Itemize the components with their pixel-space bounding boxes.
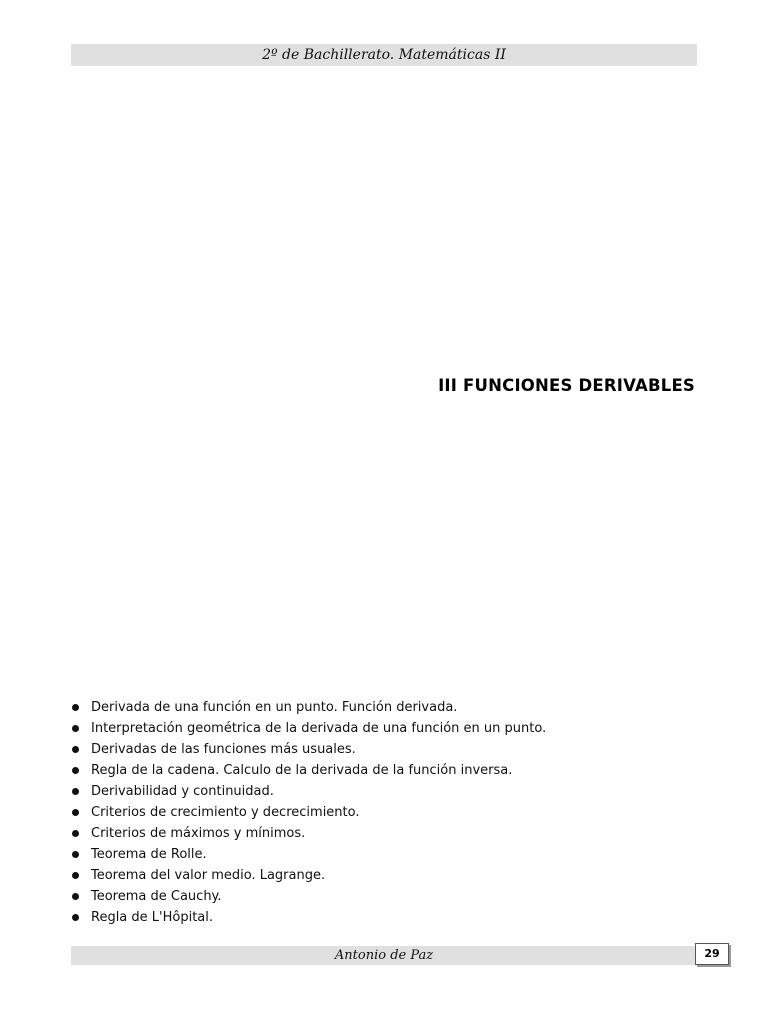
bullet-icon: [72, 872, 79, 879]
list-item: [71, 760, 546, 781]
list-item: [71, 823, 546, 844]
list-item: [71, 886, 546, 907]
topic-text: Derivada de una función en un punto. Función derivada.: [91, 700, 458, 715]
list-item: [71, 697, 546, 718]
topic-text: Teorema del valor medio. Lagrange.: [91, 868, 326, 883]
topic-list: [71, 697, 546, 928]
topic-text: Derivabilidad y continuidad.: [91, 784, 274, 799]
list-item: [71, 739, 546, 760]
bullet-icon: [72, 830, 79, 837]
list-item: [71, 865, 546, 886]
bullet-icon: [72, 725, 79, 732]
page-number-badge: 29: [695, 943, 729, 965]
page-footer: [71, 946, 697, 965]
list-item: [71, 802, 546, 823]
topic-text: Interpretación geométrica de la derivada de una función en un punto.: [91, 721, 547, 736]
topic-text: Teorema de Rolle.: [91, 847, 207, 862]
bullet-icon: [72, 746, 79, 753]
bullet-icon: [72, 914, 79, 921]
bullet-icon: [72, 851, 79, 858]
page-header: [71, 44, 697, 66]
topic-text: Criterios de crecimiento y decrecimiento.: [91, 805, 360, 820]
topic-text: Criterios de máximos y mínimos.: [91, 826, 306, 841]
bullet-icon: [72, 809, 79, 816]
topic-text: Regla de la cadena. Calculo de la derivada de la función inversa.: [91, 763, 513, 778]
list-item: [71, 907, 546, 928]
bullet-icon: [72, 767, 79, 774]
bullet-icon: [72, 788, 79, 795]
list-item: [71, 781, 546, 802]
topic-text: Regla de L'Hôpital.: [91, 910, 214, 925]
footer-author: Antonio de Paz: [334, 948, 434, 963]
header-text: 2º de Bachillerato. Matemáticas II: [262, 47, 506, 63]
list-item: [71, 718, 546, 739]
bullet-icon: [72, 893, 79, 900]
topic-text: Teorema de Cauchy.: [91, 889, 222, 904]
topic-text: Derivadas de las funciones más usuales.: [91, 742, 356, 757]
chapter-title: III FUNCIONES DERIVABLES: [438, 376, 695, 395]
bullet-icon: [72, 704, 79, 711]
list-item: [71, 844, 546, 865]
